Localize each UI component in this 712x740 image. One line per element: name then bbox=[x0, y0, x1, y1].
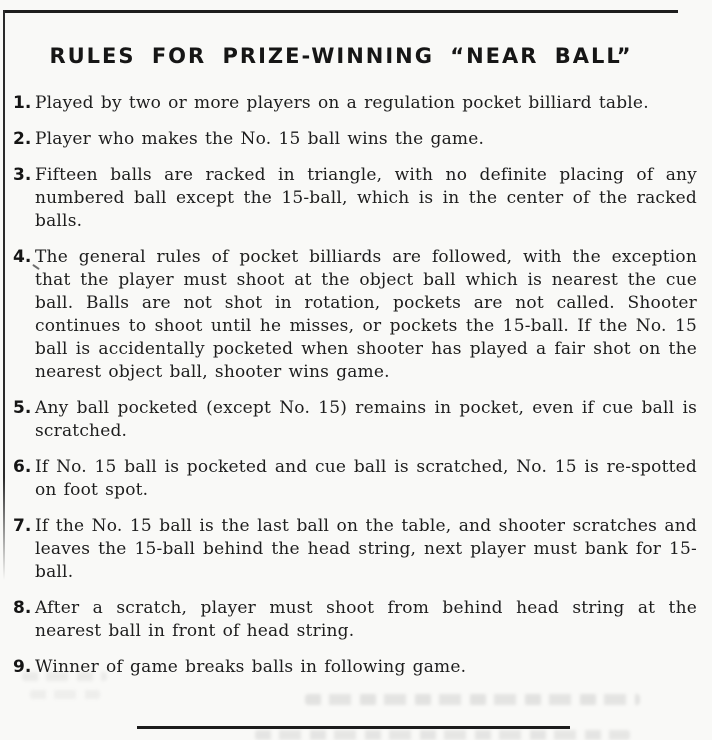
rule-text: Player who makes the No. 15 ball wins the game. bbox=[35, 129, 485, 149]
bleed-through-ghost bbox=[305, 694, 640, 705]
rule-text: Fifteen balls are racked in triangle, with no definite placing of any numbered ball except the 15-ball, which is in the center of the racked balls. bbox=[35, 165, 697, 231]
rule-item-4 bbox=[13, 246, 697, 384]
rule-text: If No. 15 ball is pocketed and cue ball is scratched, No. 15 is re-spotted on foot spot. bbox=[35, 457, 697, 500]
rule-number: 3. bbox=[13, 165, 32, 185]
rule-number: 7. bbox=[13, 516, 32, 536]
bleed-through-ghost bbox=[30, 690, 100, 699]
rule-text: If the No. 15 ball is the last ball on the table, and shooter scratches and leaves the 15-ball behind the head string, next player must bank for 15-ball. bbox=[35, 516, 697, 582]
rule-number: 6. bbox=[13, 457, 32, 477]
frame-left-border bbox=[3, 10, 5, 580]
rule-item-9 bbox=[13, 656, 697, 679]
rule-number: 2. bbox=[13, 129, 32, 149]
rule-number: 1. bbox=[13, 93, 32, 113]
rule-item-8 bbox=[13, 597, 697, 643]
rule-number: 4. bbox=[13, 247, 32, 267]
rule-item-1 bbox=[13, 92, 697, 115]
rule-text: After a scratch, player must shoot from behind head string at the nearest ball in front of head string. bbox=[35, 598, 697, 641]
rule-text: The general rules of pocket billiards are followed, with the exception that the player must shoot at the object ball which is nearest the cue ball. Balls are not shot in rotation, pockets are not called. Shooter continues to shoot until he misses, or pockets the 15-ball. If the No. 15 ball is accidentally pocketed when shooter has played a fair shot on the nearest object ball, shooter wins game. bbox=[35, 247, 697, 382]
bleed-through-ghost bbox=[255, 730, 630, 740]
rule-text: Winner of game breaks balls in following game. bbox=[35, 657, 467, 677]
rule-text: Played by two or more players on a regulation pocket billiard table. bbox=[35, 93, 649, 113]
rule-text: Any ball pocketed (except No. 15) remains in pocket, even if cue ball is scratched. bbox=[35, 398, 697, 441]
rule-number: 9. bbox=[13, 657, 32, 677]
rules-list bbox=[0, 92, 712, 679]
rule-item-7 bbox=[13, 515, 697, 584]
bottom-divider-rule bbox=[137, 726, 570, 729]
rule-item-2 bbox=[13, 128, 697, 151]
page-title: RULES FOR PRIZE-WINNING “NEAR BALL” bbox=[49, 44, 633, 68]
rule-number: 8. bbox=[13, 598, 32, 618]
rule-item-5 bbox=[13, 397, 697, 443]
rule-item-3 bbox=[13, 164, 697, 233]
rule-number: 5. bbox=[13, 398, 32, 418]
bleed-through-ghost bbox=[22, 672, 107, 681]
frame-top-border bbox=[4, 10, 678, 13]
rule-item-6 bbox=[13, 456, 697, 502]
